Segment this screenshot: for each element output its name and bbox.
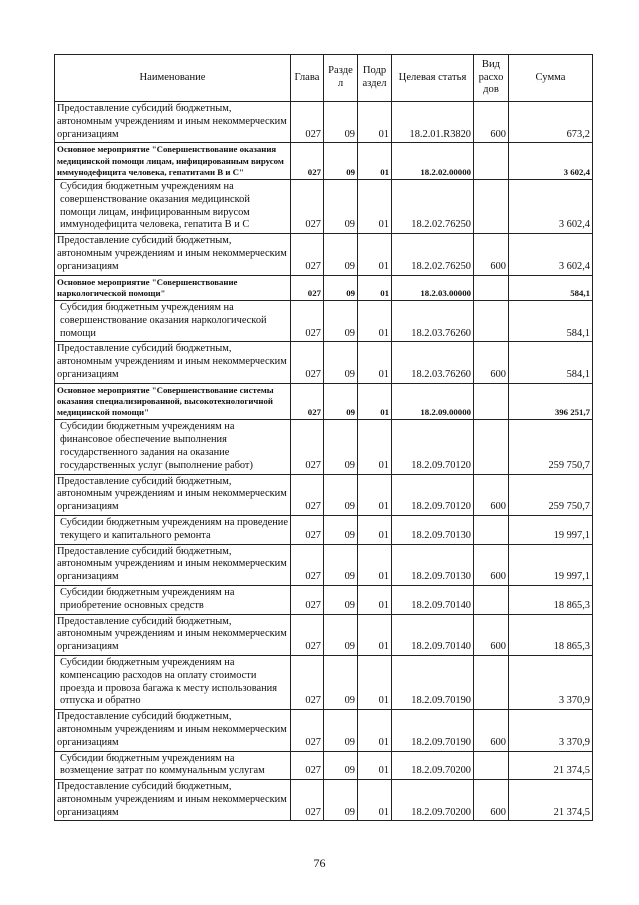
cell-target: 18.2.09.70190 [392, 710, 474, 751]
table-row [55, 234, 593, 275]
cell-chapter: 027 [291, 751, 324, 780]
header-exp-type: Вид расхо дов [474, 55, 509, 102]
cell-name: Предоставление субсидий бюджетным, автономным учреждениям и иным некоммерческим организациям [55, 544, 291, 585]
cell-amount: 18 865,3 [509, 585, 593, 614]
cell-chapter: 027 [291, 420, 324, 474]
cell-target: 18.2.09.70200 [392, 751, 474, 780]
cell-subsection: 01 [358, 420, 392, 474]
cell-chapter: 027 [291, 383, 324, 420]
cell-subsection: 01 [358, 614, 392, 655]
table-row [55, 180, 593, 234]
cell-exp-type: 600 [474, 780, 509, 821]
cell-subsection: 01 [358, 300, 392, 341]
table-body [55, 102, 593, 821]
cell-exp-type [474, 420, 509, 474]
cell-name: Субсидии бюджетным учреждениям на приобретение основных средств [55, 585, 291, 614]
cell-amount: 19 997,1 [509, 544, 593, 585]
cell-target: 18.2.02.00000 [392, 143, 474, 180]
table-row [55, 515, 593, 544]
cell-target: 18.2.09.70200 [392, 780, 474, 821]
cell-section: 09 [324, 655, 358, 709]
cell-target: 18.2.09.70120 [392, 474, 474, 515]
cell-amount: 259 750,7 [509, 420, 593, 474]
cell-amount: 584,1 [509, 342, 593, 383]
cell-name: Основное мероприятие "Совершенствование оказания медицинской помощи лицам, инфицированным вирусом иммунодефицита человека, гепатитами В и С" [55, 143, 291, 180]
cell-chapter: 027 [291, 655, 324, 709]
cell-section: 09 [324, 474, 358, 515]
cell-target: 18.2.03.76260 [392, 342, 474, 383]
header-section: Разде л [324, 55, 358, 102]
header-subsection: Подр аздел [358, 55, 392, 102]
cell-chapter: 027 [291, 614, 324, 655]
cell-exp-type: 600 [474, 614, 509, 655]
cell-section: 09 [324, 614, 358, 655]
cell-target: 18.2.03.00000 [392, 275, 474, 300]
table-row [55, 544, 593, 585]
cell-name: Субсидии бюджетным учреждениям на возмещение затрат по коммунальным услугам [55, 751, 291, 780]
cell-subsection: 01 [358, 710, 392, 751]
cell-amount: 21 374,5 [509, 751, 593, 780]
cell-name: Предоставление субсидий бюджетным, автономным учреждениям и иным некоммерческим организациям [55, 780, 291, 821]
cell-chapter: 027 [291, 710, 324, 751]
cell-name: Предоставление субсидий бюджетным, автономным учреждениям и иным некоммерческим организациям [55, 102, 291, 143]
cell-subsection: 01 [358, 544, 392, 585]
cell-name: Субсидия бюджетным учреждениям на совершенствование оказания медицинской помощи лицам, инфицированным вирусом иммунодефицита человека, гепатита В и С [55, 180, 291, 234]
cell-section: 09 [324, 420, 358, 474]
table-row [55, 102, 593, 143]
cell-amount: 3 370,9 [509, 655, 593, 709]
cell-section: 09 [324, 780, 358, 821]
table-row [55, 751, 593, 780]
cell-amount: 673,2 [509, 102, 593, 143]
table-row [55, 710, 593, 751]
cell-subsection: 01 [358, 102, 392, 143]
cell-chapter: 027 [291, 515, 324, 544]
cell-name: Субсидии бюджетным учреждениям на проведение текущего и капитального ремонта [55, 515, 291, 544]
cell-section: 09 [324, 751, 358, 780]
cell-amount: 18 865,3 [509, 614, 593, 655]
cell-name: Основное мероприятие "Совершенствование наркологической помощи" [55, 275, 291, 300]
cell-amount: 584,1 [509, 275, 593, 300]
budget-table [54, 54, 593, 821]
header-amount: Сумма [509, 55, 593, 102]
table-row [55, 474, 593, 515]
cell-exp-type: 600 [474, 234, 509, 275]
table-row [55, 780, 593, 821]
cell-exp-type [474, 143, 509, 180]
cell-exp-type: 600 [474, 102, 509, 143]
cell-exp-type [474, 383, 509, 420]
cell-amount: 3 602,4 [509, 143, 593, 180]
cell-amount: 21 374,5 [509, 780, 593, 821]
header-chapter: Глава [291, 55, 324, 102]
cell-subsection: 01 [358, 585, 392, 614]
cell-name: Основное мероприятие "Совершенствование системы оказания специализированной, высокотехнологичной медицинской помощи" [55, 383, 291, 420]
cell-section: 09 [324, 143, 358, 180]
cell-target: 18.2.02.76250 [392, 234, 474, 275]
cell-chapter: 027 [291, 180, 324, 234]
table-row [55, 614, 593, 655]
table-row [55, 275, 593, 300]
table-header [55, 55, 593, 102]
cell-chapter: 027 [291, 300, 324, 341]
cell-exp-type [474, 655, 509, 709]
cell-name: Субсидии бюджетным учреждениям на компенсацию расходов на оплату стоимости проезда и провоза багажа к месту использования отпуска и обратно [55, 655, 291, 709]
table-row [55, 300, 593, 341]
table-row [55, 383, 593, 420]
cell-chapter: 027 [291, 780, 324, 821]
cell-target: 18.2.09.70190 [392, 655, 474, 709]
cell-subsection: 01 [358, 515, 392, 544]
table-row [55, 585, 593, 614]
cell-target: 18.2.09.00000 [392, 383, 474, 420]
cell-chapter: 027 [291, 585, 324, 614]
cell-amount: 3 602,4 [509, 180, 593, 234]
cell-name: Предоставление субсидий бюджетным, автономным учреждениям и иным некоммерческим организациям [55, 234, 291, 275]
cell-section: 09 [324, 180, 358, 234]
cell-name: Предоставление субсидий бюджетным, автономным учреждениям и иным некоммерческим организациям [55, 710, 291, 751]
cell-subsection: 01 [358, 780, 392, 821]
cell-section: 09 [324, 275, 358, 300]
cell-exp-type [474, 300, 509, 341]
cell-section: 09 [324, 515, 358, 544]
table-row [55, 420, 593, 474]
document-page [54, 54, 592, 821]
cell-subsection: 01 [358, 342, 392, 383]
cell-section: 09 [324, 234, 358, 275]
table-row [55, 143, 593, 180]
page-number: 76 [313, 856, 326, 870]
cell-target: 18.2.02.76250 [392, 180, 474, 234]
cell-name: Субсидия бюджетным учреждениям на совершенствование оказания наркологической помощи [55, 300, 291, 341]
table-row [55, 655, 593, 709]
table-row [55, 342, 593, 383]
header-name: Наименование [55, 55, 291, 102]
cell-chapter: 027 [291, 342, 324, 383]
cell-subsection: 01 [358, 180, 392, 234]
cell-target: 18.2.09.70140 [392, 585, 474, 614]
cell-exp-type: 600 [474, 544, 509, 585]
cell-subsection: 01 [358, 383, 392, 420]
cell-exp-type: 600 [474, 342, 509, 383]
cell-chapter: 027 [291, 275, 324, 300]
cell-subsection: 01 [358, 474, 392, 515]
cell-target: 18.2.09.70140 [392, 614, 474, 655]
cell-chapter: 027 [291, 544, 324, 585]
cell-name: Субсидии бюджетным учреждениям на финансовое обеспечение выполнения государственного задания на оказание государственных услуг (выполнение работ) [55, 420, 291, 474]
cell-chapter: 027 [291, 474, 324, 515]
cell-subsection: 01 [358, 751, 392, 780]
cell-target: 18.2.09.70130 [392, 515, 474, 544]
cell-subsection: 01 [358, 275, 392, 300]
cell-name: Предоставление субсидий бюджетным, автономным учреждениям и иным некоммерческим организациям [55, 614, 291, 655]
cell-exp-type [474, 751, 509, 780]
cell-section: 09 [324, 710, 358, 751]
cell-amount: 584,1 [509, 300, 593, 341]
cell-target: 18.2.09.70120 [392, 420, 474, 474]
cell-name: Предоставление субсидий бюджетным, автономным учреждениям и иным некоммерческим организациям [55, 342, 291, 383]
header-target: Целевая статья [392, 55, 474, 102]
cell-section: 09 [324, 300, 358, 341]
cell-chapter: 027 [291, 102, 324, 143]
cell-chapter: 027 [291, 143, 324, 180]
cell-target: 18.2.01.R3820 [392, 102, 474, 143]
cell-amount: 396 251,7 [509, 383, 593, 420]
cell-subsection: 01 [358, 234, 392, 275]
cell-amount: 259 750,7 [509, 474, 593, 515]
cell-target: 18.2.09.70130 [392, 544, 474, 585]
cell-exp-type: 600 [474, 710, 509, 751]
cell-target: 18.2.03.76260 [392, 300, 474, 341]
cell-chapter: 027 [291, 234, 324, 275]
cell-subsection: 01 [358, 143, 392, 180]
cell-exp-type [474, 275, 509, 300]
cell-exp-type [474, 515, 509, 544]
cell-name: Предоставление субсидий бюджетным, автономным учреждениям и иным некоммерческим организациям [55, 474, 291, 515]
cell-subsection: 01 [358, 655, 392, 709]
cell-exp-type: 600 [474, 474, 509, 515]
cell-section: 09 [324, 544, 358, 585]
cell-section: 09 [324, 585, 358, 614]
cell-section: 09 [324, 102, 358, 143]
cell-amount: 19 997,1 [509, 515, 593, 544]
cell-section: 09 [324, 383, 358, 420]
cell-section: 09 [324, 342, 358, 383]
cell-exp-type [474, 585, 509, 614]
cell-amount: 3 370,9 [509, 710, 593, 751]
cell-amount: 3 602,4 [509, 234, 593, 275]
cell-exp-type [474, 180, 509, 234]
